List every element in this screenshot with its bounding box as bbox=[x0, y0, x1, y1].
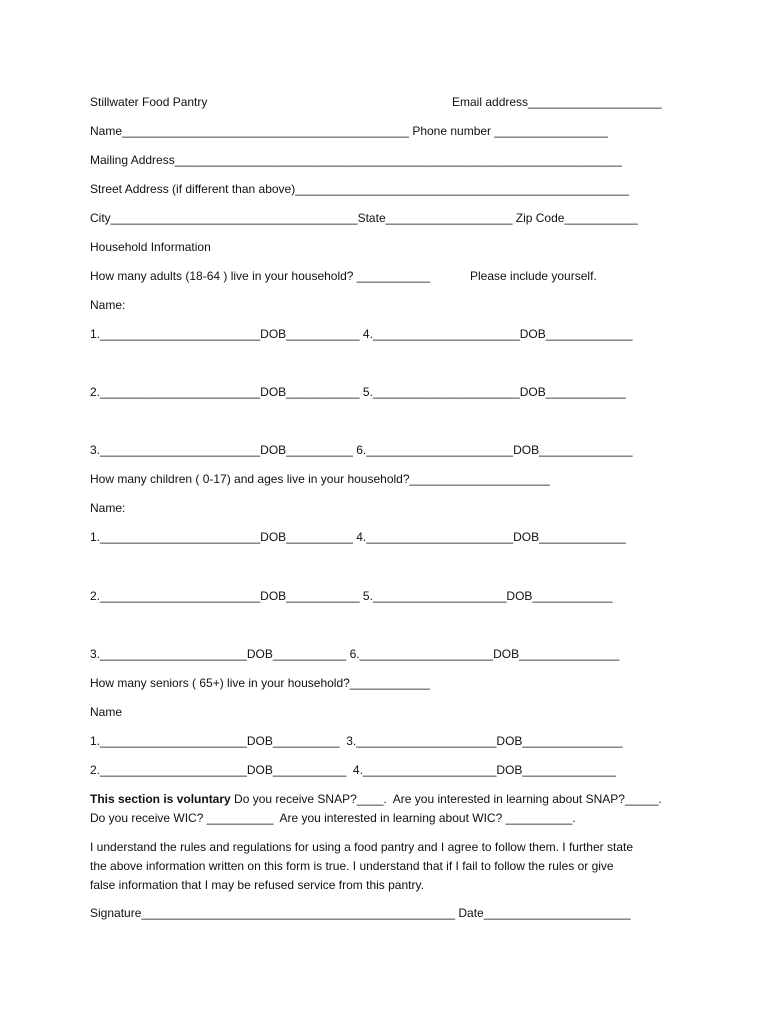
adult-row[interactable]: 1.________________________DOB___________ 4.______________________DOB_____________ bbox=[90, 327, 633, 341]
child-row[interactable]: 3.______________________DOB___________ 6.____________________DOB_______________ bbox=[90, 647, 620, 661]
household-heading: Household Information bbox=[90, 240, 211, 254]
senior-row[interactable]: 2.______________________DOB___________ 4.____________________DOB______________ bbox=[90, 763, 616, 777]
child-row[interactable]: 1.________________________DOB__________ 4.______________________DOB_____________ bbox=[90, 530, 626, 544]
adults-name-label: Name: bbox=[90, 298, 126, 312]
signature-date-field[interactable]: Signature_______________________________________________ Date______________________ bbox=[90, 906, 631, 920]
seniors-question[interactable]: How many seniors ( 65+) live in your household?____________ bbox=[90, 676, 430, 690]
children-question[interactable]: How many children ( 0-17) and ages live in your household?_____________________ bbox=[90, 472, 550, 486]
senior-row[interactable]: 1.______________________DOB__________ 3._____________________DOB_______________ bbox=[90, 734, 623, 748]
children-name-label: Name: bbox=[90, 501, 126, 515]
city-state-zip-field[interactable]: City_____________________________________State___________________ Zip Code___________ bbox=[90, 211, 638, 225]
adults-question[interactable]: How many adults (18-64 ) live in your household? ___________ bbox=[90, 269, 431, 283]
wic-questions[interactable]: Do you receive WIC? __________ Are you interested in learning about WIC? __________. bbox=[90, 811, 576, 825]
email-field[interactable]: Email address____________________ bbox=[452, 95, 662, 109]
adults-note: Please include yourself. bbox=[470, 269, 597, 283]
street-address-field[interactable]: Street Address (if different than above)__________________________________________________ bbox=[90, 182, 629, 196]
statement-line: I understand the rules and regulations for using a food pantry and I agree to follow them. I further state bbox=[90, 840, 633, 854]
snap-questions[interactable]: Do you receive SNAP?____. Are you interested in learning about SNAP?_____. bbox=[230, 792, 662, 806]
voluntary-line-1[interactable] bbox=[90, 792, 662, 806]
statement-line: false information that I may be refused service from this pantry. bbox=[90, 878, 424, 892]
adult-row[interactable]: 2.________________________DOB___________ 5.______________________DOB____________ bbox=[90, 385, 626, 399]
voluntary-label: This section is voluntary bbox=[90, 792, 231, 806]
adult-row[interactable]: 3.________________________DOB__________ 6.______________________DOB______________ bbox=[90, 443, 633, 457]
name-phone-field[interactable]: Name___________________________________________ Phone number _________________ bbox=[90, 124, 608, 138]
seniors-name-label: Name bbox=[90, 705, 123, 719]
page-title: Stillwater Food Pantry bbox=[90, 95, 208, 109]
statement-line: the above information written on this form is true. I understand that if I fail to follow the rules or give bbox=[90, 859, 614, 873]
child-row[interactable]: 2.________________________DOB___________ 5.____________________DOB____________ bbox=[90, 589, 613, 603]
mailing-address-field[interactable]: Mailing Address___________________________________________________________________ bbox=[90, 153, 622, 167]
